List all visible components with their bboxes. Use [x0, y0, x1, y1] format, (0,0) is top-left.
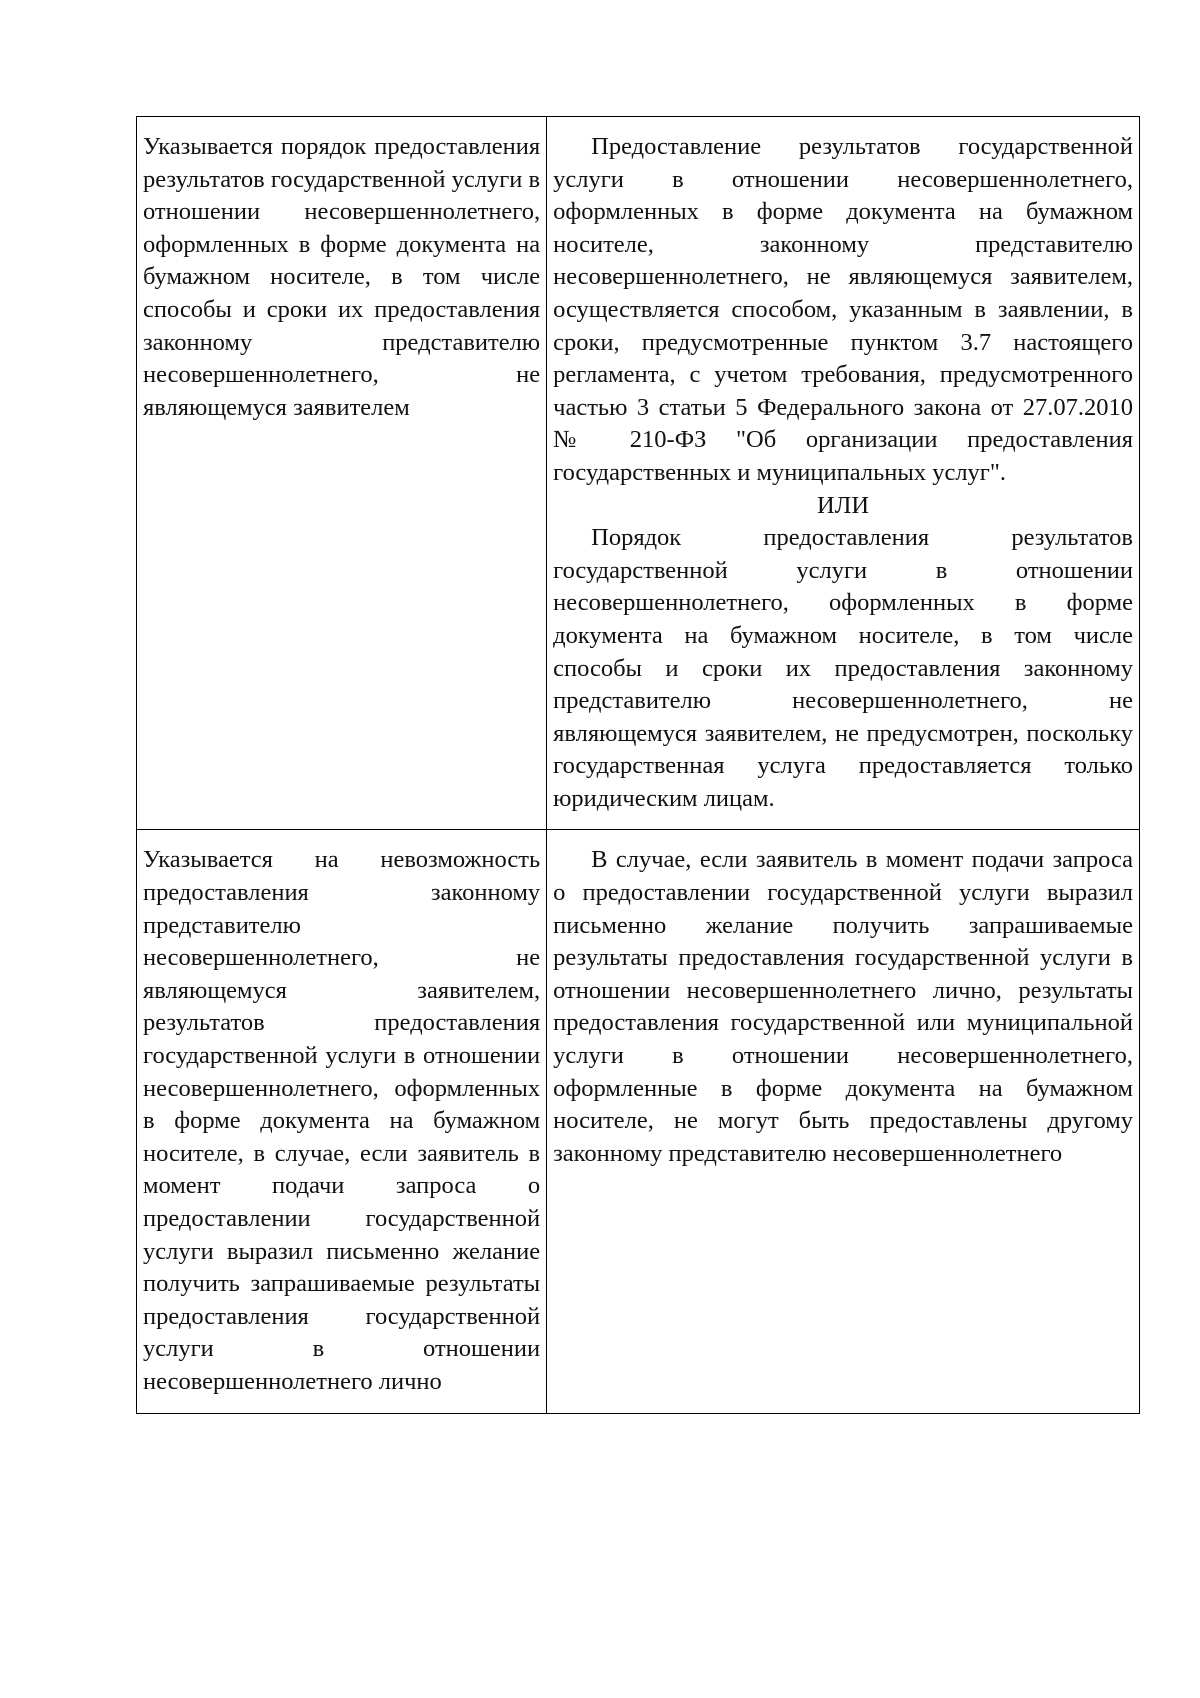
regulation-text: Предоставление результатов государственной услуги в отношении несовершеннолетнего, оформленных в форме документа на бумажном носителе, законному представителю несовершеннолетнего, не являющемуся заявителем, осуществляется способом, указанным в заявлении, в сроки, предусмотренные пунктом 3.7 настоящего регламента, с учетом требования, предусмотренного частью 3 статьи 5 Федерального закона от 27.07.2010 № 210-ФЗ "Об организации предоставления государственных и муниципальных услуг". [553, 133, 1133, 486]
regulation-text: В случае, если заявитель в момент подачи запроса о предоставлении государственной услуги выразил письменно желание получить запрашиваемые результаты предоставления государственной услуги в отношении несовершеннолетнего лично, результаты предоставления государственной или муниципальной услуги в отношении несовершеннолетнего, оформленные в форме документа на бумажном носителе, не могут быть предоставлены другому законному представителю несовершеннолетнего [553, 846, 1133, 1167]
requirement-text: Указывается порядок предоставления результатов государственной услуги в отношении несовершеннолетнего, оформленных в форме документа на бумажном носителе, в том числе способы и сроки их предоставления законному представителю несовершеннолетнего, не являющемуся заявителем [143, 133, 541, 421]
requirement-text: Указывается на невозможность предоставления законному представителю несовершеннолетнего, не являющемуся заявителем, результатов предоставления государственной услуги в отношении несовершеннолетнего, оформленных в форме документа на бумажном носителе, в случае, если заявитель в момент подачи запроса о предоставлении государственной услуги выразил письменно желание получить запрашиваемые результаты предоставления государственной услуги в отношении несовершеннолетнего лично [143, 846, 541, 1395]
alternative-separator: ИЛИ [817, 491, 870, 519]
requirement-cell [137, 117, 547, 830]
table-row [137, 117, 1140, 830]
regulation-cell [547, 830, 1140, 1413]
table-row [137, 830, 1140, 1413]
regulation-table [136, 116, 1140, 1414]
regulation-text-alternative: Порядок предоставления результатов государственной услуги в отношении несовершеннолетнего, оформленных в форме документа на бумажном носителе, в том числе способы и сроки их предоставления законному представителю несовершеннолетнего, не являющемуся заявителем, не предусмотрен, поскольку государственная услуга предоставляется только юридическим лицам. [553, 524, 1133, 812]
regulation-cell [547, 117, 1140, 830]
requirement-cell [137, 830, 547, 1413]
